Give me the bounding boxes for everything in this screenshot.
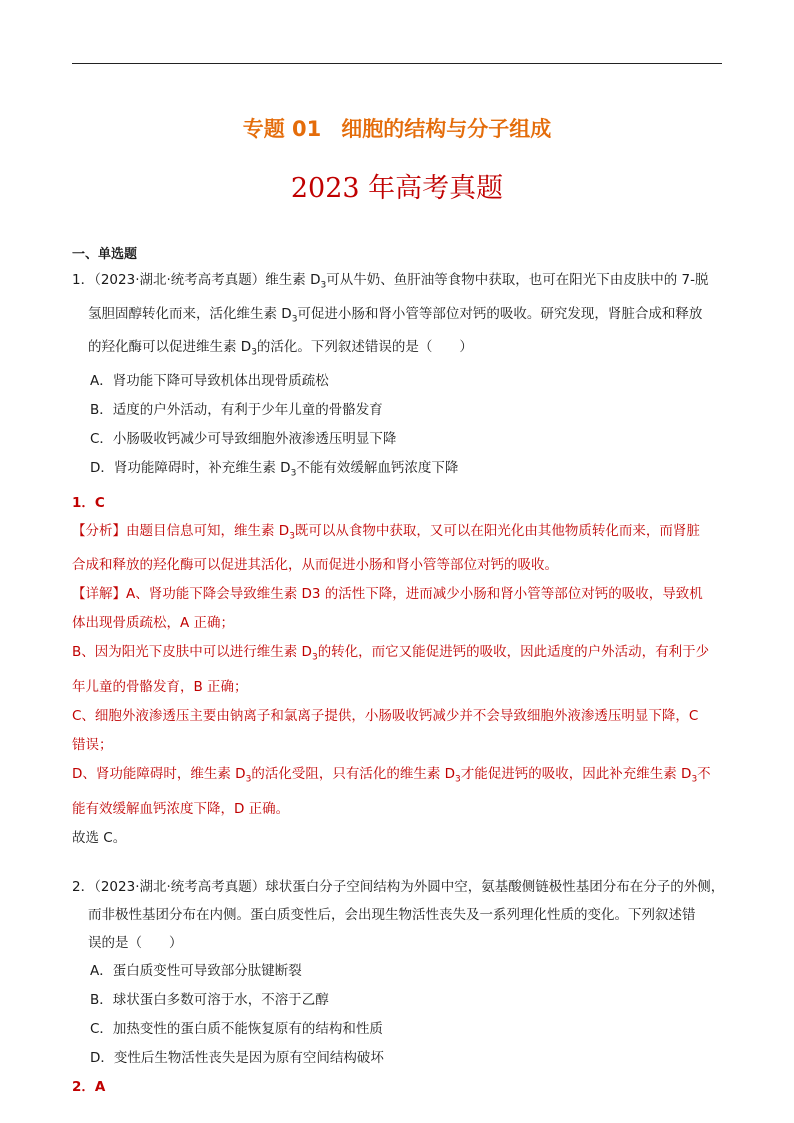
detail-line: 年儿童的骨骼发育，B 正确； [72, 679, 248, 696]
question-1-stem [72, 266, 726, 367]
question-spacer [72, 853, 726, 873]
question-2-line-3: 误的是（ ） [88, 934, 183, 951]
question-1-option-d: D．肾功能障碍时，补充维生素 $D_3$不能有效缓解血钙浓度下降 [90, 460, 459, 479]
analysis-line: 【分析】由题目信息可知，维生素 $D_3$既可以从食物中获取，又可以在阳光化由其他物质转化而来，而肾脏 [72, 522, 700, 542]
question-1-line-1: 1．（2023·湖北·统考高考真题）维生素 $D_3$可从牛奶、鱼肝油等食物中获取，也可在阳光下由皮肤中的 7-脱 [72, 272, 709, 291]
topic-name: 细胞的结构与分子组成 [341, 117, 552, 141]
question-2-answer: 2．A [72, 1078, 106, 1095]
document-body [72, 244, 726, 1101]
question-2-stem [72, 873, 726, 957]
detail-line: 能有效缓解血钙浓度下降，D 正确。 [72, 800, 290, 817]
section-label: 一、单选题 [72, 247, 138, 262]
question-1-conclusion: 故选 C。 [72, 829, 127, 846]
question-2-line-1: 2．（2023·湖北·统考高考真题）球状蛋白分子空间结构为外圆中空，氨基酸侧链极性基团分布在分子的外侧， [72, 878, 725, 895]
topic-number: 专题 01 [242, 117, 322, 141]
detail-line: C、细胞外液渗透压主要由钠离子和氯离子提供，小肠吸收钙减少并不会导致细胞外液渗透压明显下降，C [72, 708, 699, 725]
exam-subtitle: 2023 年高考真题 [290, 173, 504, 204]
question-2-line-2: 而非极性基团分布在内侧。蛋白质变性后，会出现生物活性丧失及一系列理化性质的变化。下列叙述错 [88, 906, 696, 923]
question-2-option-b: B．球状蛋白多数可溶于水，不溶于乙醇 [90, 991, 329, 1008]
detail-line: 【详解】A、肾功能下降会导致维生素 D3 的活性下降，进而减少小肠和肾小管等部位对钙的吸收，导致机 [72, 586, 703, 603]
question-1-option-c: C．小肠吸收钙减少可导致细胞外液渗透压明显下降 [90, 431, 397, 448]
detail-line: D、肾功能障碍时，维生素 $D_3$的活化受阻，只有活化的维生素 $D_3$才能促进钙的吸收，因此补充维生素 $D_3$不 [72, 766, 711, 785]
topic-title [0, 113, 794, 143]
detail-line: 错误； [72, 737, 113, 754]
question-1-option-b: B．适度的户外活动，有利于少年儿童的骨骼发育 [90, 402, 383, 419]
question-1-line-2: 氢胆固醇转化而来，活化维生素 $D_3$可促进小肠和肾小管等部位对钙的吸收。研究发现，肾脏合成和释放 [88, 305, 703, 325]
header-rule [72, 63, 722, 64]
question-2-option-c: C．加热变性的蛋白质不能恢复原有的结构和性质 [90, 1020, 383, 1037]
analysis-line: 合成和释放的羟化酶可以促进其活化，从而促进小肠和肾小管等部位对钙的吸收。 [72, 557, 558, 574]
question-1-option-a: A．肾功能下降可导致机体出现骨质疏松 [90, 373, 329, 390]
question-1-line-3: 的羟化酶可以促进维生素 $D_3$的活化。下列叙述错误的是（ ） [88, 339, 473, 359]
detail-line: 体出现骨质疏松，A 正确； [72, 615, 235, 632]
question-1-analysis [72, 517, 726, 824]
question-1-answer: 1．C [72, 494, 105, 511]
question-2-option-a: A．蛋白质变性可导致部分肽键断裂 [90, 962, 302, 979]
detail-line: B、因为阳光下皮肤中可以进行维生素 $D_3$的转化，而它又能促进钙的吸收，因此适度的户外活动，有利于少 [72, 644, 710, 664]
question-2-option-d: D．变性后生物活性丧失是因为原有空间结构破坏 [90, 1049, 384, 1066]
